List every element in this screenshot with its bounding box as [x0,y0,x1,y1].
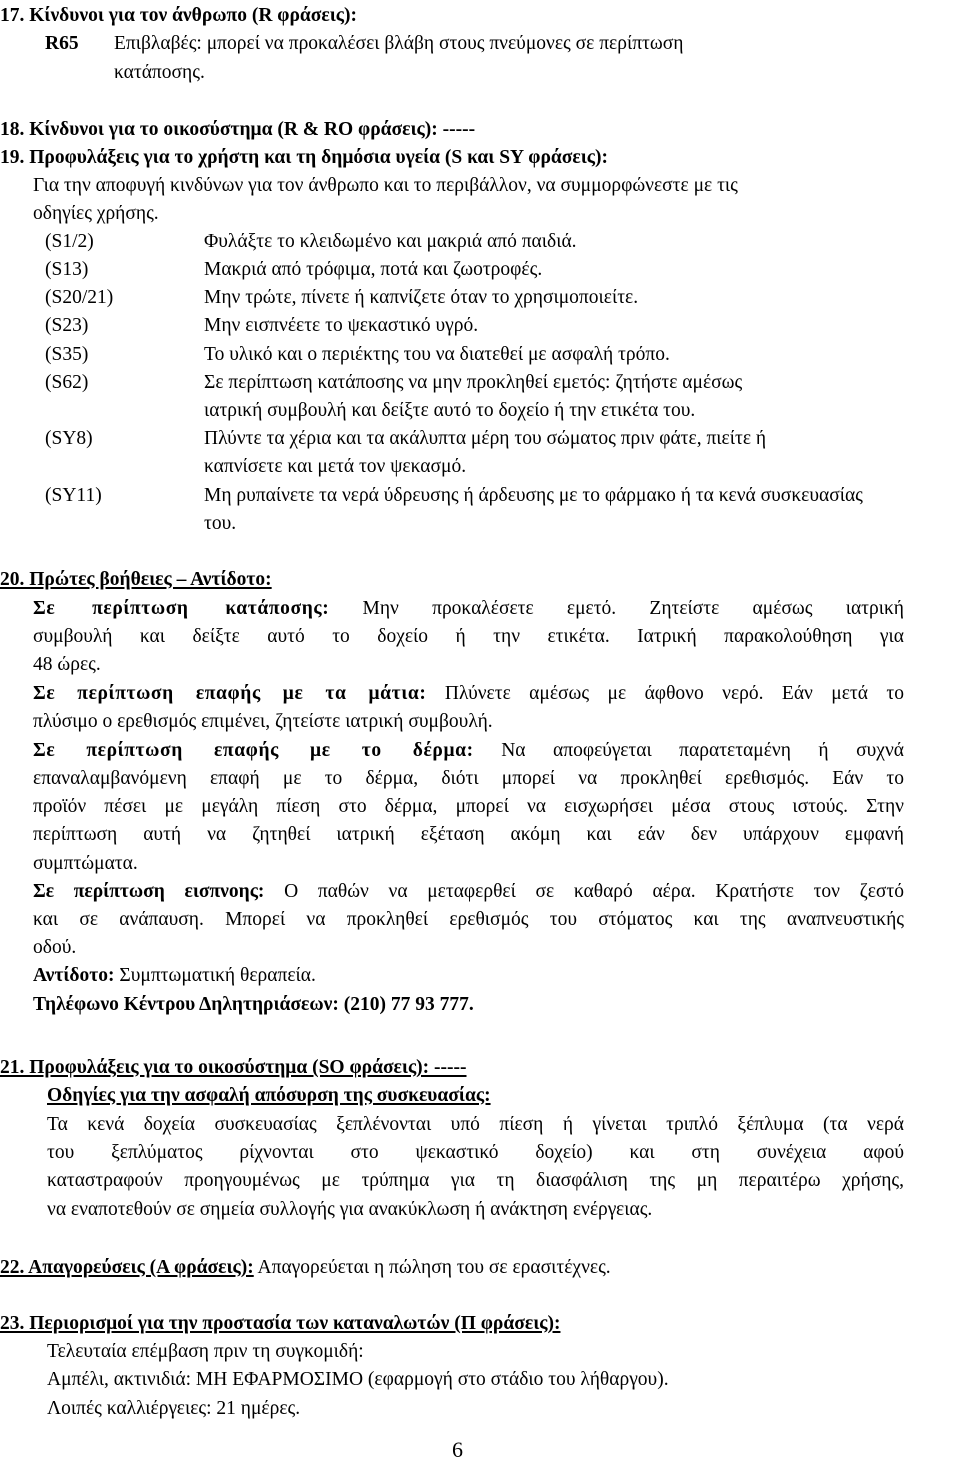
s-phrase-text: Σε περίπτωση κατάποσης να μην προκληθεί εμετός: ζητήστε αμέσως [204,372,743,393]
section-22-line [0,1254,611,1282]
skin-line-2: επαναλαμβανόμενη επαφή με το δέρμα, διότι μπορεί να προκληθεί ερεθισμός. Εάν το [33,768,904,789]
eyes-line-2: πλύσιμο ο ερεθισμός επιμένει, ζητείστε ιατρική συμβουλή. [33,711,493,732]
section-17-heading: 17. Κίνδυνοι για τον άνθρωπο (R φράσεις): [0,5,357,26]
section-20-heading [0,566,272,594]
inhalation-text: Ο παθών να μεταφερθεί σε καθαρό αέρα. Κρατήστε τον ζεστό [264,881,904,902]
section-23-heading [0,1310,560,1338]
disposal-subheading [47,1082,491,1110]
ingestion-text: Μην προκαλέσετε εμετό. Ζητείστε αμέσως ιατρική [329,598,905,619]
inhalation-label: Σε περίπτωση εισπνοης: [33,881,265,902]
section-20-heading-text: 20. Πρώτες βοήθειες – Αντίδοτο: [0,569,272,590]
section-19-intro: Για την αποφυγή κινδύνων για τον άνθρωπο και το περιβάλλον, να συμμορφώνεστε με τις [33,175,738,196]
s-phrase-text: Μην εισπνέετε το ψεκαστικό υγρό. [204,315,479,336]
s-phrase-code: (SY11) [45,485,102,506]
s-phrase-code: (S13) [45,259,89,280]
ingestion-line-3: 48 ώρες. [33,654,101,675]
poison-center-line [33,991,474,1019]
skin-line-3: προϊόν πέσει με μεγάλη πίεση στο δέρμα, μπορεί να εισχωρήσει μέσα στους ιστούς. Στην [33,796,904,817]
phi-line-1: Τελευταία επέμβαση πριν τη συγκομιδή: [47,1341,364,1362]
skin-text: Να αποφεύγεται παρατεταμένη ή συχνά [473,740,904,761]
inhalation-line-2: και σε ανάπαυση. Μπορεί να προκληθεί ερεθισμός του στόματος και της αναπνευστικής [33,909,904,930]
poison-center-label: Τηλέφωνο Κέντρου Δηλητηριάσεων: [33,994,339,1015]
s-phrase-text-cont: καπνίσετε και μετά τον ψεκασμό. [204,456,467,477]
eyes-line-1 [33,680,904,708]
eyes-text: Πλύνετε αμέσως με άφθονο νερό. Εάν μετά το [426,683,904,704]
s-phrase-code: (S35) [45,344,89,365]
r-phrase-code: R65 [45,33,79,54]
section-19-intro-cont: οδηγίες χρήσης. [33,203,159,224]
disposal-line-1: Τα κενά δοχεία συσκευασίας ξεπλένονται υπό πίεση ή γίνεται τριπλό ξέπλυμα (τα νερά [47,1114,904,1135]
section-22-text: Απαγορεύεται η πώληση του σε ερασιτέχνες. [253,1257,611,1278]
s-phrase-text: Το υλικό και ο περιέκτης του να διατεθεί με ασφαλή τρόπο. [204,344,670,365]
s-phrase-text-cont: του. [204,513,237,534]
s-phrase-text: Φυλάξτε το κλειδωμένο και μακριά από παιδιά. [204,231,577,252]
s-phrase-code: (S23) [45,315,89,336]
s-phrase-text: Μακριά από τρόφιμα, ποτά και ζωοτροφές. [204,259,543,280]
skin-line-5: συμπτώματα. [33,853,138,874]
inhalation-line-1 [33,878,904,906]
poison-center-phone: (210) 77 93 777. [338,994,474,1015]
section-19-heading: 19. Προφυλάξεις για το χρήστη και τη δημόσια υγεία (S και SY φράσεις): [0,147,608,168]
skin-line-1 [33,737,904,765]
r-phrase-text-cont: κατάποσης. [114,62,205,83]
section-21-heading [0,1054,467,1082]
section-23-heading-text: 23. Περιορισμοί για την προστασία των καταναλωτών (Π φράσεις): [0,1313,561,1334]
disposal-subheading-text: Οδηγίες για την ασφαλή απόσυρση της συσκευασίας: [47,1085,491,1106]
s-phrase-code: (SY8) [45,428,93,449]
section-21-heading-text: 21. Προφυλάξεις για το οικοσύστημα (SO φράσεις): ----- [0,1057,467,1078]
skin-line-4: περίπτωση αυτή να ζητηθεί ιατρική εξέταση ακόμη και εάν δεν υπάρχουν εμφανή [33,824,904,845]
section-22-heading: 22. Απαγορεύσεις (Α φράσεις): [0,1257,254,1278]
antidote-label: Αντίδοτο: [33,965,115,986]
disposal-line-2: του ξεπλύματος ρίχνονται στο ψεκαστικό δοχείο) και στη συνέχεια αφού [47,1142,904,1163]
s-phrase-code: (S20/21) [45,287,114,308]
eyes-label: Σε περίπτωση επαφής με τα μάτια: [33,683,427,704]
phi-line-2: Αμπέλι, ακτινιδιά: ΜΗ ΕΦΑΡΜΟΣΙΜΟ (εφαρμογή στο στάδιο του λήθαργου). [47,1369,669,1390]
antidote-line [33,962,316,990]
section-18-heading: 18. Κίνδυνοι για το οικοσύστημα (R & RO φράσεις): ----- [0,119,476,140]
s-phrase-text: Μην τρώτε, πίνετε ή καπνίζετε όταν το χρησιμοποιείτε. [204,287,639,308]
s-phrase-text-cont: ιατρική συμβουλή και δείξτε αυτό το δοχείο ή την ετικέτα του. [204,400,696,421]
s-phrase-text: Μη ρυπαίνετε τα νερά ύδρευσης ή άρδευσης με το φάρμακο ή τα κενά συσκευασίας [204,485,863,506]
skin-label: Σε περίπτωση επαφής με το δέρμα: [33,740,474,761]
inhalation-line-3: οδού. [33,937,77,958]
antidote-text: Συμπτωματική θεραπεία. [114,965,316,986]
ingestion-line-2: συμβουλή και δείξτε αυτό το δοχείο ή την ετικέτα. Ιατρική παρακολούθηση για [33,626,904,647]
page-number: 6 [452,1437,463,1462]
r-phrase-text: Επιβλαβές: μπορεί να προκαλέσει βλάβη στους πνεύμονες σε περίπτωση [114,33,684,54]
phi-line-3: Λοιπές καλλιέργειες: 21 ημέρες. [47,1398,301,1419]
ingestion-line-1 [33,595,904,623]
s-phrase-code: (S1/2) [45,231,94,252]
s-phrase-text: Πλύντε τα χέρια και τα ακάλυπτα μέρη του σώματος πριν φάτε, πιείτε ή [204,428,767,449]
disposal-line-3: καταστραφούν προηγουμένως με τρύπημα για τη διασφάλιση της μη περαιτέρω χρήσης, [47,1170,904,1191]
disposal-line-4: να εναποτεθούν σε σημεία συλλογής για ανακύκλωση ή ανάκτηση ενέργειας. [47,1199,653,1220]
ingestion-label: Σε περίπτωση κατάποσης: [33,598,330,619]
s-phrase-code: (S62) [45,372,89,393]
